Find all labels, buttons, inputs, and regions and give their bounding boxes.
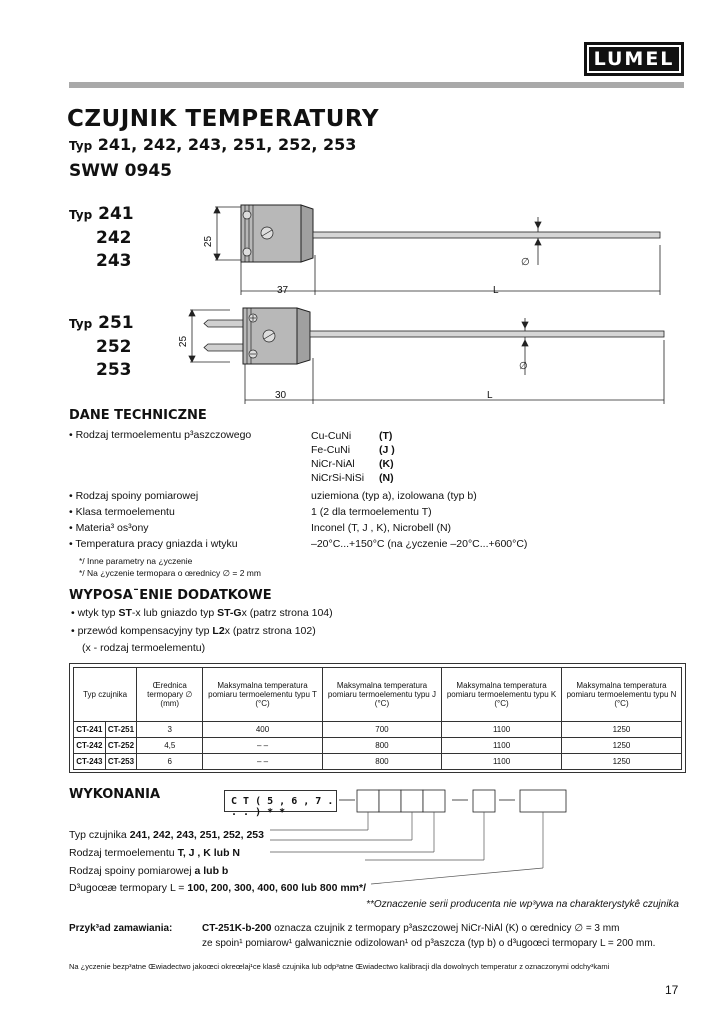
tech-value-code: (N): [379, 472, 394, 484]
accessory-bold: L2: [212, 625, 225, 637]
tech-label: • Temperatura pracy gniazda i wtyku: [69, 538, 238, 550]
page-number: 17: [665, 983, 679, 997]
cell-type-a: CT-243: [74, 754, 106, 770]
accessory-note: (x - rodzaj termoelementu): [82, 642, 206, 654]
tech-label: • Klasa termoelementu: [69, 506, 175, 518]
drawing2-dim-height: 25: [178, 335, 190, 348]
cell-max-n: 1250: [561, 754, 681, 770]
cell-diameter: 3: [137, 722, 203, 738]
bottom-note: Na ¿yczenie bezp³atne Œwiadectwo jakoœci okreœlaj¹ce klasê czujnika lub odp³atne Œwiadectwo kalibracji dla dowolnych temperatur z oznaczonymi odchy³kami: [69, 962, 610, 971]
cell-type-a: CT-241: [74, 722, 106, 738]
tech-value: 1 (2 dla termoelementu T): [311, 506, 432, 518]
drawing1-model-1: 241: [98, 204, 134, 224]
drawing2-model-3: 253: [96, 360, 132, 380]
tech-value: –20°C...+150°C (na ¿yczenie –20°C...+600°C): [311, 538, 528, 550]
drawing1-dim-length: L: [493, 285, 499, 296]
tech-label: • Rodzaj spoiny pomiarowej: [69, 490, 199, 502]
order-line-weld: [69, 865, 228, 877]
typ-label: Typ: [69, 139, 93, 153]
example-line-2: ze spoin¹ pomiarow¹ galwanicznie odizolowan¹ od p³aszcza (typ b) o d³ugoœci termopary L = 200 mm.: [202, 938, 656, 949]
cell-max-k: 1100: [442, 738, 562, 754]
drawing2-model-1: 251: [98, 313, 134, 333]
table-row: [74, 754, 682, 770]
drawing1-model-3: 243: [96, 251, 132, 271]
tech-value: Inconel (T, J , K), Nicrobell (N): [311, 522, 452, 534]
drawing2-dim-length: L: [487, 390, 493, 401]
accessory-text: • wtyk typ: [71, 607, 119, 619]
tech-value-name: NiCr-NiAl: [311, 458, 355, 470]
accessory-text: • przewód kompensacyjny typ: [71, 625, 213, 637]
order-code-prefix: C T ( 5 , 6 , 7 . . . ) * *: [224, 790, 337, 812]
order-line-text: Typ czujnika: [69, 829, 130, 841]
order-line-length: [69, 882, 366, 894]
drawing1-dim-diameter: ∅: [521, 257, 530, 268]
drawing1-model-2: 242: [96, 228, 132, 248]
order-line-values: T, J , K lub N: [177, 847, 240, 859]
tech-value-name: Fe-CuNi: [311, 444, 351, 456]
tech-note-1: */ Inne parametry na ¿yczenie: [79, 556, 193, 566]
accessory-item-1: [71, 607, 333, 619]
order-line-values: 100, 200, 300, 400, 600 lub 800 mm*/: [187, 882, 366, 894]
accessory-bold: ST: [118, 607, 132, 619]
th-max-t: Maksymalna temperatura pomiaru termoelementu typu T (°C): [203, 668, 323, 722]
tech-value-name: NiCrSi-NiSi: [311, 472, 365, 484]
example-label: Przyk³ad zamawiania:: [69, 923, 173, 934]
table-row: [74, 738, 682, 754]
drawing2-dim-diameter: ∅: [519, 361, 528, 372]
tech-value-code: (J ): [379, 444, 395, 456]
header-rule: [69, 82, 684, 88]
accessory-text: -x lub gniazdo typ: [131, 607, 218, 619]
accessories-heading: WYPOSA¯ENIE DODATKOWE: [69, 588, 272, 603]
table-header-row: [74, 668, 682, 722]
cell-diameter: 4,5: [137, 738, 203, 754]
cell-max-j: 800: [322, 754, 441, 770]
drawing2-typ-label: Typ: [69, 317, 93, 331]
drawing1-models: [69, 203, 134, 273]
cell-max-j: 800: [322, 738, 441, 754]
order-line-text: Rodzaj termoelementu: [69, 847, 178, 859]
accessory-text: x (patrz strona 102): [224, 625, 316, 637]
cell-max-n: 1250: [561, 722, 681, 738]
tech-value-name: Cu-CuNi: [311, 430, 352, 442]
tech-value: uziemiona (typ a), izolowana (typ b): [311, 490, 477, 502]
cell-type-a: CT-242: [74, 738, 106, 754]
drawing2-models: [69, 312, 134, 382]
tech-thermoelement-list: [311, 429, 395, 485]
cell-max-n: 1250: [561, 738, 681, 754]
typ-values: 241, 242, 243, 251, 252, 253: [97, 135, 357, 154]
drawing1-thermocouple: [195, 195, 675, 305]
tech-heading: DANE TECHNICZNE: [69, 408, 207, 423]
table-row: [74, 722, 682, 738]
example-line-1: [202, 923, 682, 934]
tech-value-code: (K): [379, 458, 394, 470]
order-heading: WYKONANIA: [69, 787, 161, 802]
cell-type-b: CT-251: [105, 722, 137, 738]
cell-type-b: CT-252: [105, 738, 137, 754]
th-max-j: Maksymalna temperatura pomiaru termoelementu typu J (°C): [322, 668, 441, 722]
sww-code: SWW 0945: [69, 161, 172, 181]
order-line-element: [69, 847, 240, 859]
drawing2-thermocouple: [180, 300, 675, 410]
th-diameter: Œrednica termopary ∅ (mm): [137, 668, 203, 722]
order-line-type: [69, 829, 264, 841]
accessory-text: x (patrz strona 104): [241, 607, 333, 619]
order-footnote: **Oznaczenie serii producenta nie wp³ywa na charakterystykê czujnika: [366, 899, 679, 910]
cell-max-k: 1100: [442, 722, 562, 738]
drawing1-dim-height: 25: [203, 235, 215, 248]
order-line-values: 241, 242, 243, 251, 252, 253: [129, 829, 264, 841]
cell-diameter: 6: [137, 754, 203, 770]
example-code: CT-251K-b-200: [202, 923, 272, 934]
tech-label: • Materia³ os³ony: [69, 522, 149, 534]
th-type: Typ czujnika: [74, 668, 137, 722]
th-max-n: Maksymalna temperatura pomiaru termoelementu typu N (°C): [561, 668, 681, 722]
drawing2-model-2: 252: [96, 337, 132, 357]
accessory-item-2: [71, 625, 316, 637]
th-max-k: Maksymalna temperatura pomiaru termoelementu typu K (°C): [442, 668, 562, 722]
cell-max-t: – –: [203, 738, 323, 754]
drawing1-typ-label: Typ: [69, 208, 93, 222]
tech-note-2: */ Na ¿yczenie termopara o œrednicy ∅ = 2 mm: [79, 568, 261, 578]
tech-value-code: (T): [379, 430, 393, 442]
cell-max-k: 1100: [442, 754, 562, 770]
spec-table: [73, 667, 682, 770]
drawing2-dim-head: 30: [275, 390, 287, 401]
cell-max-t: 400: [203, 722, 323, 738]
cell-type-b: CT-253: [105, 754, 137, 770]
cell-max-t: – –: [203, 754, 323, 770]
type-line: [69, 135, 356, 154]
order-line-text: D³ugoœæ termopary L =: [69, 882, 188, 894]
logo-text: LUMEL: [589, 47, 679, 71]
accessory-bold: ST-G: [217, 607, 242, 619]
tech-label: • Rodzaj termoelementu p³aszczowego: [69, 429, 252, 441]
page-title: CZUJNIK TEMPERATURY: [67, 106, 379, 132]
drawing1-dim-head: 37: [277, 285, 289, 296]
order-line-text: Rodzaj spoiny pomiarowej: [69, 865, 195, 877]
lumel-logo: [584, 42, 684, 76]
cell-max-j: 700: [322, 722, 441, 738]
example-text: oznacza czujnik z termopary p³aszczowej NiCr-NiAl (K) o œrednicy ∅ = 3 mm: [271, 923, 620, 934]
order-line-values: a lub b: [194, 865, 229, 877]
